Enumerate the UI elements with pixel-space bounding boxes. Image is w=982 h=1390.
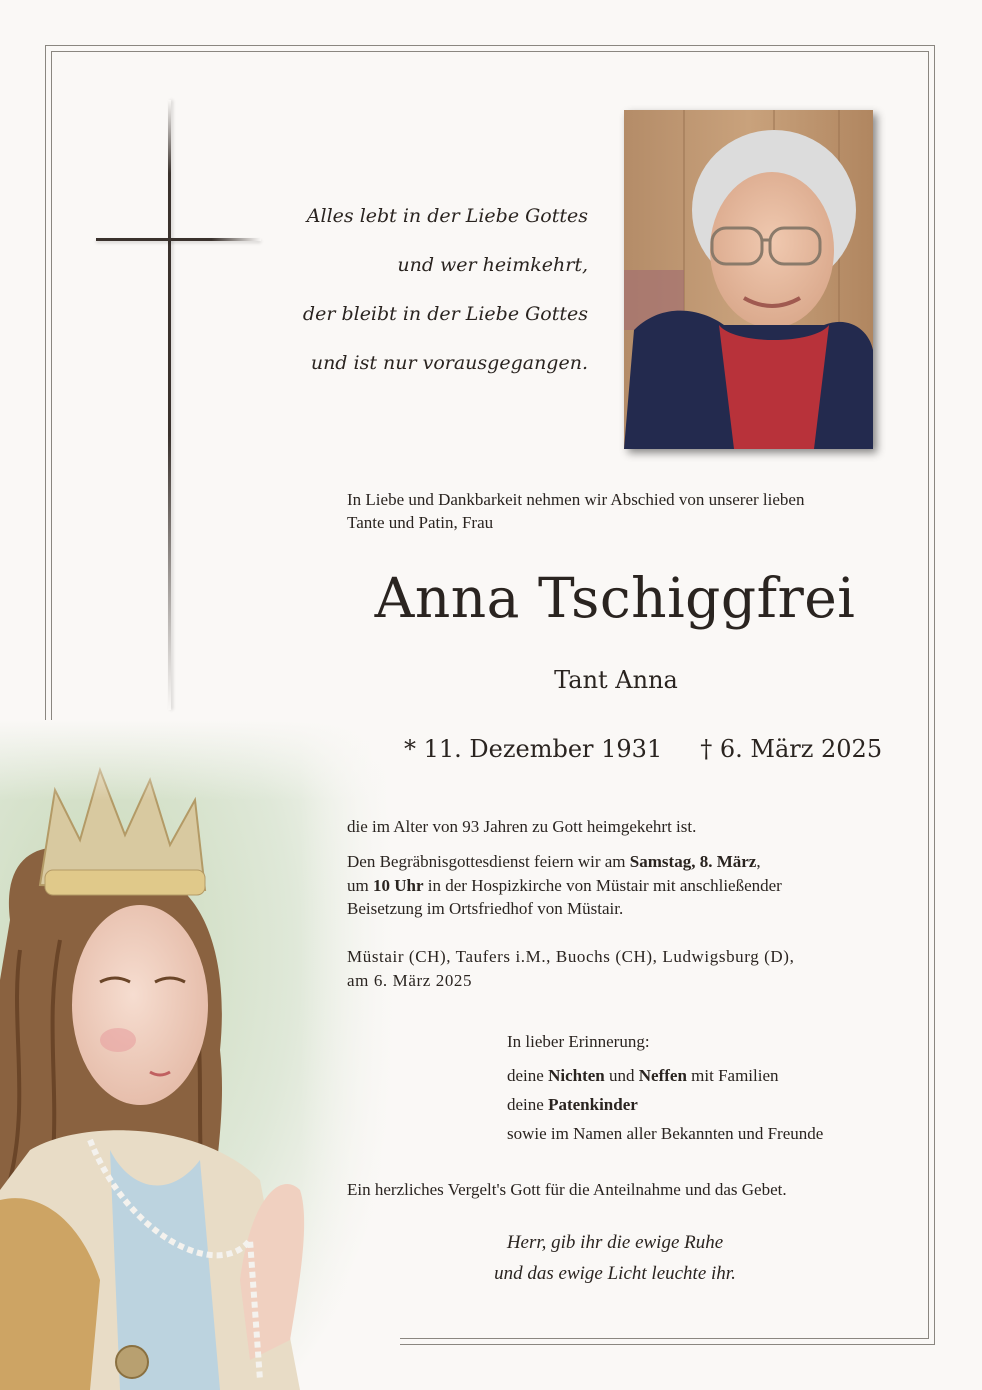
- intro-line: Tante und Patin, Frau: [347, 513, 494, 532]
- memory-heading: In lieber Erinnerung:: [507, 1032, 650, 1051]
- intro-line: In Liebe und Dankbarkeit nehmen wir Abschied von unserer lieben: [347, 490, 805, 509]
- mourner-line: deine Nichten und Neffen mit Familien: [507, 1066, 779, 1085]
- closing-prayer: [400, 1227, 830, 1289]
- madonna-image: [0, 720, 400, 1390]
- deceased-nickname: Tant Anna: [554, 666, 678, 694]
- funeral-line: um 10 Uhr in der Hospizkirche von Müstair mit anschließender: [347, 875, 782, 895]
- mourner-line: sowie im Namen aller Bekannten und Freunde: [507, 1124, 824, 1143]
- verse-line: der bleibt in der Liebe Gottes: [302, 303, 588, 325]
- cross-horizontal-beam: [96, 238, 261, 241]
- intro-text: [347, 488, 907, 534]
- funeral-time: 10 Uhr: [372, 875, 424, 895]
- birth-date: * 11. Dezember 1931: [404, 735, 663, 763]
- age-text: die im Alter von 93 Jahren zu Gott heimgekehrt ist.: [347, 817, 697, 836]
- cross-vertical-beam: [168, 100, 171, 710]
- prayer-line: Herr, gib ihr die ewige Ruhe: [506, 1232, 724, 1253]
- funeral-line: Beisetzung im Ortsfriedhof von Müstair.: [347, 899, 624, 918]
- thanks-text: Ein herzliches Vergelt's Gott für die Anteilnahme und das Gebet.: [347, 1180, 787, 1199]
- prayer-line: und das ewige Licht leuchte ihr.: [494, 1263, 736, 1284]
- funeral-line: Den Begräbnisgottesdienst feiern wir am Samstag, 8. März,: [347, 852, 761, 871]
- deceased-name: Anna Tschiggfrei: [374, 566, 856, 630]
- verse-line: und wer heimkehrt,: [397, 254, 588, 276]
- places-line: Müstair (CH), Taufers i.M., Buochs (CH), Ludwigsburg (D),: [347, 947, 795, 966]
- funeral-day: Samstag, 8. März: [629, 852, 757, 871]
- mourners-list: [507, 1061, 927, 1148]
- verse-line: Alles lebt in der Liebe Gottes: [306, 205, 588, 227]
- verse: [270, 192, 588, 388]
- portrait-photo: [624, 110, 873, 449]
- mourner-line: deine Patenkinder: [507, 1095, 638, 1114]
- life-dates: [404, 735, 883, 763]
- place-date: [347, 945, 907, 992]
- date-line: am 6. März 2025: [347, 970, 473, 990]
- funeral-info: [347, 850, 907, 921]
- verse-line: und ist nur vorausgegangen.: [310, 352, 588, 374]
- death-date: † 6. März 2025: [700, 735, 883, 763]
